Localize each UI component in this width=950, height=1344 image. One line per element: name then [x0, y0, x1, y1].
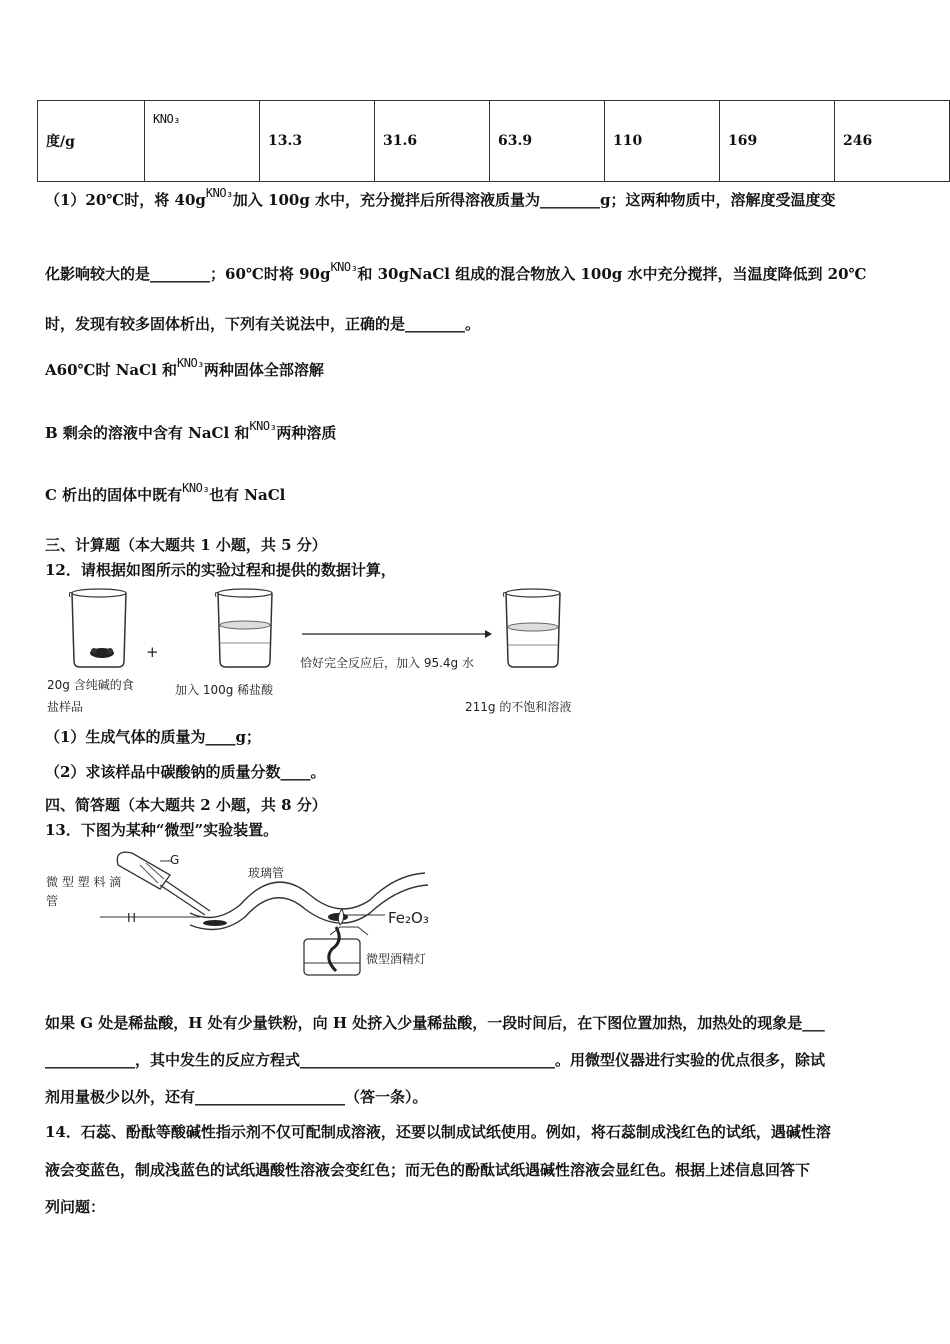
- q13-line3: 剂用量极少以外，还有____________________（答一条）。: [45, 1088, 428, 1106]
- caption-acid: 加入 100g 稀盐酸: [175, 683, 274, 697]
- q11-line2: 化影响较大的是________；60℃时将 $90g^{KNO_3}$和 30gNaCl 组成的混合物放入 100g 水中充分搅拌，当温度降低到 20℃: [45, 260, 867, 283]
- q12-text: 12．请根据如图所示的实验过程和提供的数据计算，: [45, 561, 396, 579]
- label-h: H: [127, 911, 137, 925]
- q11-line1: （1）20℃时，将 $40g^{KNO_3}$加入 100g 水中，充分搅拌后所得溶液质量为________g；这两种物质中，溶解度受温度变: [45, 186, 836, 209]
- q14-line2: 液会变蓝色，制成浅蓝色的试纸遇酸性溶液会变红色；而无色的酚酞试纸遇碱性溶液会显红色。根据上述信息回答下: [45, 1161, 811, 1179]
- caption-arrow: 恰好完全反应后，加入 95.4g 水: [300, 656, 474, 670]
- label-g: G: [170, 853, 180, 867]
- section4-heading: 四、简答题（本大题共 2 小题，共 8 分）: [45, 796, 327, 814]
- value-cell: 63.9: [490, 101, 605, 182]
- beaker-acid: [215, 589, 272, 667]
- substance-cell: KNO₃: [145, 101, 260, 182]
- option-a: A60℃时 NaCl 和$^{KNO_3}$两种固体全部溶解: [45, 356, 324, 379]
- dropper: [117, 852, 210, 915]
- value-cell: 110: [605, 101, 720, 182]
- beaker-sample: [69, 589, 126, 667]
- row-label: 度/g: [38, 101, 145, 182]
- option-b: B 剩余的溶液中含有 NaCl 和$^{KNO_3}$两种溶质: [45, 419, 337, 442]
- q14-line1: 14．石蕊、酚酞等酸碱性指示剂不仅可配制成溶液，还要以制成试纸使用。例如，将石蕊制成浅红色的试纸，遇碱性溶: [45, 1123, 831, 1141]
- value-cell: 169: [720, 101, 835, 182]
- q13-line1: 如果 G 处是稀盐酸，H 处有少量铁粉，向 H 处挤入少量稀盐酸，一段时间后，在下图位置加热，加热处的现象是___: [45, 1014, 825, 1032]
- table-row: [38, 101, 950, 182]
- plus-sign: +: [146, 643, 159, 661]
- q12-part2: （2）求该样品中碳酸钠的质量分数____。: [45, 763, 326, 781]
- q13-line2: ____________，其中发生的反应方程式__________________________________。用微型仪器进行实验的优点很多，除试: [45, 1051, 826, 1069]
- section3-heading: 三、计算题（本大题共 1 小题，共 5 分）: [45, 536, 327, 554]
- option-c: C 析出的固体中既有$^{KNO_3}$也有 NaCl: [45, 481, 286, 504]
- beaker-solution: [503, 589, 560, 667]
- label-glass-tube: 玻璃管: [248, 866, 285, 880]
- label-alcohol-lamp: 微型酒精灯: [366, 952, 427, 966]
- q14-line3: 列问题：: [45, 1198, 106, 1216]
- label-dropper-2: 管: [46, 894, 59, 908]
- label-dropper: 微 型 塑 料 滴: [46, 875, 122, 889]
- q11-line3: 时，发现有较多固体析出，下列有关说法中，正确的是________。: [45, 315, 481, 333]
- caption-sample-2: 盐样品: [47, 700, 84, 714]
- value-cell: 13.3: [260, 101, 375, 182]
- value-cell: 246: [835, 101, 950, 182]
- caption-sample-1: 20g 含纯碱的食: [47, 678, 134, 692]
- caption-solution: 211g 的不饱和溶液: [465, 700, 572, 714]
- solubility-table: [37, 100, 950, 182]
- label-fe2o3: Fe₂O₃: [388, 909, 429, 927]
- q13-text: 13．下图为某种“微型”实验装置。: [45, 821, 279, 839]
- value-cell: 31.6: [375, 101, 490, 182]
- q12-part1: （1）生成气体的质量为____g；: [45, 728, 261, 746]
